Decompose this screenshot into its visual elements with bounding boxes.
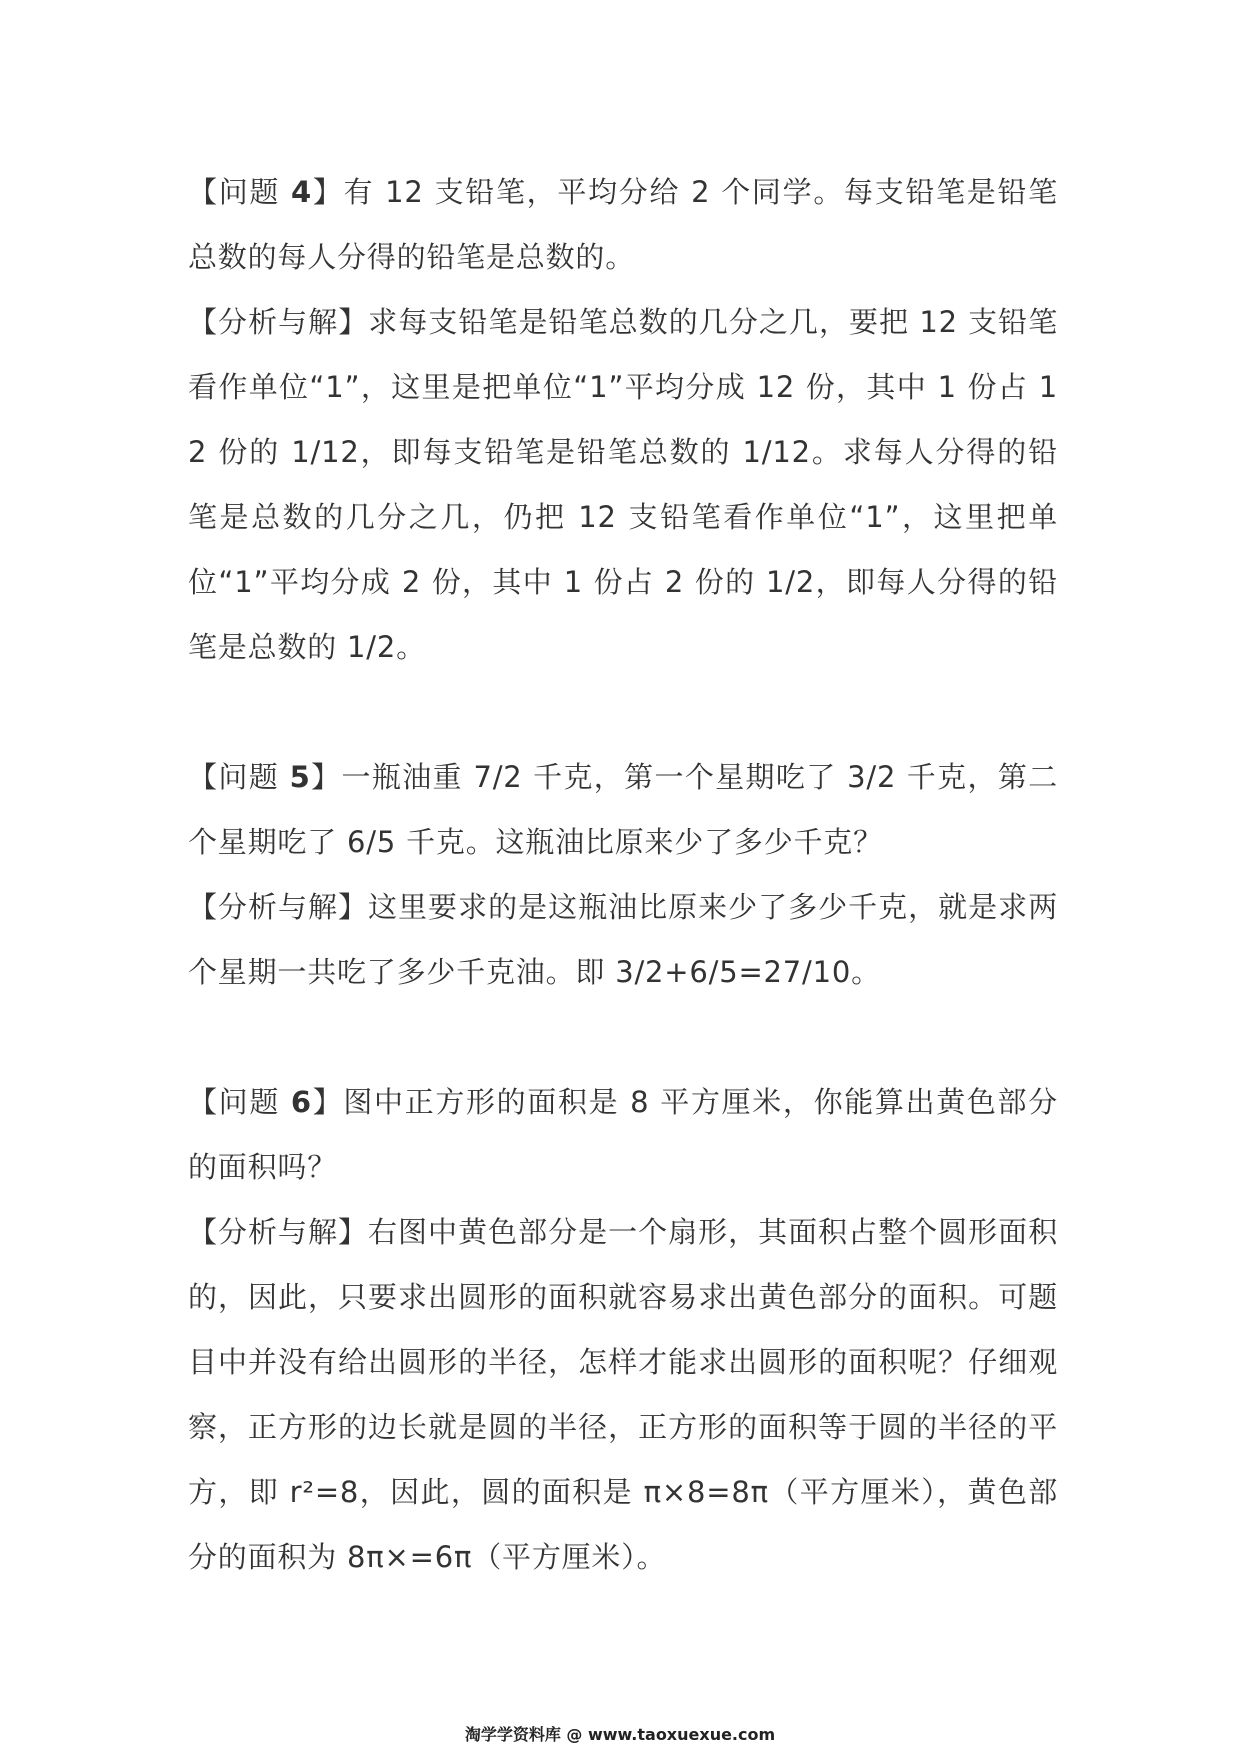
problem-5	[188, 745, 1058, 1005]
answer-6	[188, 1200, 1058, 1590]
answer-4	[188, 290, 1058, 680]
question-4-suffix: 】	[311, 175, 344, 209]
question-4	[188, 160, 1058, 290]
answer-5-label: 【分析与解】	[188, 890, 369, 924]
question-6-number: 6	[290, 1085, 312, 1119]
answer-5	[188, 875, 1058, 1005]
question-5-number: 5	[289, 760, 311, 794]
answer-6-text: 右图中黄色部分是一个扇形，其面积占整个圆形面积的，因此，只要求出圆形的面积就容易求出黄色部分的面积。可题目中并没有给出圆形的半径，怎样才能求出圆形的面积呢？仔细观察，正方形的边长就是圆的半径，正方形的面积等于圆的半径的平方，即 r²=8，因此，圆的面积是 π×8=8π（平方厘米），黄色部分的面积为 8π×=6π（平方厘米）。	[188, 1215, 1058, 1574]
question-4-number: 4	[291, 175, 312, 209]
problem-6	[188, 1070, 1058, 1590]
question-6-text: 图中正方形的面积是 8 平方厘米，你能算出黄色部分的面积吗？	[188, 1085, 1059, 1184]
answer-5-text: 这里要求的是这瓶油比原来少了多少千克，就是求两个星期一共吃了多少千克油。即 3/2+6/5=27/10。	[188, 890, 1058, 989]
question-6	[188, 1070, 1058, 1200]
question-5	[188, 745, 1058, 875]
question-5-text: 一瓶油重 7/2 千克，第一个星期吃了 3/2 千克，第二个星期吃了 6/5 千克。这瓶油比原来少了多少千克？	[188, 760, 1059, 859]
question-4-text: 有 12 支铅笔，平均分给 2 个同学。每支铅笔是铅笔总数的每人分得的铅笔是总数的。	[188, 175, 1058, 274]
question-5-prefix: 【问题	[188, 760, 290, 794]
section-gap	[188, 1005, 1058, 1070]
section-gap	[188, 680, 1058, 745]
page-footer: 淘学学资料库 @ www.taoxuexue.com	[464, 1725, 776, 1744]
document-body	[188, 160, 1058, 1590]
answer-6-label: 【分析与解】	[188, 1215, 369, 1249]
answer-4-text: 求每支铅笔是铅笔总数的几分之几，要把 12 支铅笔看作单位“1”，这里是把单位“1”平均分成 12 份，其中 1 份占 12 份的 1/12，即每支铅笔是铅笔总数的 1/12。求每人分得的铅笔是总数的几分之几，仍把 12 支铅笔看作单位“1”，这里把单位“1”平均分成 2 份，其中 1 份占 2 份的 1/2，即每人分得的铅笔是总数的 1/2。	[188, 305, 1058, 664]
question-4-prefix: 【问题	[188, 175, 291, 209]
question-6-prefix: 【问题	[188, 1085, 291, 1119]
question-5-suffix: 】	[310, 760, 342, 794]
problem-4	[188, 160, 1058, 680]
question-6-suffix: 】	[311, 1085, 344, 1119]
answer-4-label: 【分析与解】	[188, 305, 369, 339]
